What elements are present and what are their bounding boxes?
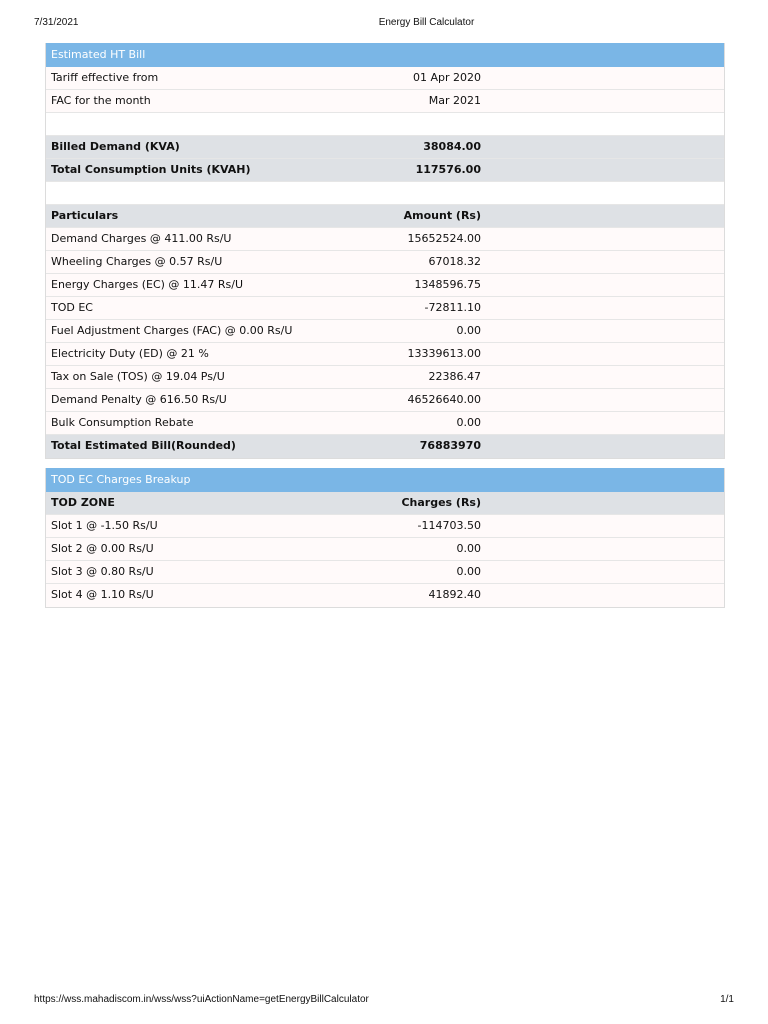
charge-amount: 15652524.00 — [407, 232, 481, 245]
tod-slot-charge: -114703.50 — [417, 519, 481, 532]
total-units-label: Total Consumption Units (KVAH) — [51, 163, 251, 176]
tod-header-row — [46, 492, 724, 515]
charge-label: Electricity Duty (ED) @ 21 % — [51, 347, 209, 360]
tariff-value: 01 Apr 2020 — [412, 71, 481, 84]
charge-row — [46, 366, 724, 389]
estimated-ht-bill-panel — [45, 43, 725, 459]
tariff-label: Tariff effective from — [51, 71, 159, 84]
charge-label: Bulk Consumption Rebate — [51, 416, 194, 429]
tod-slot-label: Slot 3 @ 0.80 Rs/U — [51, 565, 154, 578]
print-date: 7/31/2021 — [34, 17, 79, 28]
billed-demand-row — [46, 136, 724, 159]
tod-slot-row — [46, 561, 724, 584]
charge-amount: 46526640.00 — [407, 393, 481, 406]
billed-demand-label: Billed Demand (KVA) — [51, 140, 180, 153]
total-bill-row — [46, 435, 724, 458]
tod-slot-label: Slot 4 @ 1.10 Rs/U — [51, 588, 154, 601]
charge-label: TOD EC — [51, 301, 93, 314]
fac-month-value: Mar 2021 — [428, 94, 481, 107]
charge-row — [46, 412, 724, 435]
charge-row — [46, 297, 724, 320]
total-bill-value: 76883970 — [419, 439, 481, 452]
charge-amount: 0.00 — [456, 416, 481, 429]
charge-amount: 1348596.75 — [414, 278, 481, 291]
tod-ec-breakup-panel — [45, 468, 725, 608]
spacer-row — [46, 182, 724, 205]
particulars-header-row — [46, 205, 724, 228]
print-footer — [0, 994, 768, 1008]
charge-row — [46, 343, 724, 366]
print-header — [0, 17, 768, 31]
tod-slot-charge: 0.00 — [456, 565, 481, 578]
particulars-header: Particulars — [51, 209, 119, 222]
charge-amount: -72811.10 — [424, 301, 481, 314]
billed-demand-value: 38084.00 — [423, 140, 481, 153]
tod-slot-row — [46, 538, 724, 561]
charge-label: Demand Charges @ 411.00 Rs/U — [51, 232, 232, 245]
total-units-row — [46, 159, 724, 182]
tod-slot-charge: 41892.40 — [428, 588, 481, 601]
amount-header: Amount (Rs) — [403, 209, 481, 222]
tod-slot-row — [46, 515, 724, 538]
total-units-value: 117576.00 — [415, 163, 481, 176]
fac-month-label: FAC for the month — [51, 94, 151, 107]
charge-amount: 22386.47 — [428, 370, 481, 383]
tod-zone-header: TOD ZONE — [51, 496, 115, 509]
fac-month-row — [46, 90, 724, 113]
charge-row — [46, 389, 724, 412]
print-title: Energy Bill Calculator — [378, 17, 475, 28]
charge-amount: 13339613.00 — [407, 347, 481, 360]
tod-slot-label: Slot 2 @ 0.00 Rs/U — [51, 542, 154, 555]
tod-slot-charge: 0.00 — [456, 542, 481, 555]
charge-label: Tax on Sale (TOS) @ 19.04 Ps/U — [51, 370, 225, 383]
tod-ec-breakup-heading: TOD EC Charges Breakup — [46, 468, 724, 492]
charge-amount: 0.00 — [456, 324, 481, 337]
total-bill-label: Total Estimated Bill(Rounded) — [51, 439, 236, 452]
tariff-row — [46, 67, 724, 90]
tod-charges-header: Charges (Rs) — [401, 496, 481, 509]
print-url: https://wss.mahadiscom.in/wss/wss?uiActionName=getEnergyBillCalculator — [34, 994, 369, 1005]
charge-label: Fuel Adjustment Charges (FAC) @ 0.00 Rs/U — [51, 324, 293, 337]
charge-row — [46, 251, 724, 274]
charge-row — [46, 228, 724, 251]
spacer-row — [46, 113, 724, 136]
charge-amount: 67018.32 — [428, 255, 481, 268]
charge-row — [46, 274, 724, 297]
charge-row — [46, 320, 724, 343]
charge-label: Demand Penalty @ 616.50 Rs/U — [51, 393, 227, 406]
page-number: 1/1 — [720, 994, 734, 1005]
charge-label: Wheeling Charges @ 0.57 Rs/U — [51, 255, 223, 268]
charge-label: Energy Charges (EC) @ 11.47 Rs/U — [51, 278, 244, 291]
tod-slot-row — [46, 584, 724, 607]
tod-slot-label: Slot 1 @ -1.50 Rs/U — [51, 519, 158, 532]
estimated-ht-bill-heading: Estimated HT Bill — [46, 43, 724, 67]
